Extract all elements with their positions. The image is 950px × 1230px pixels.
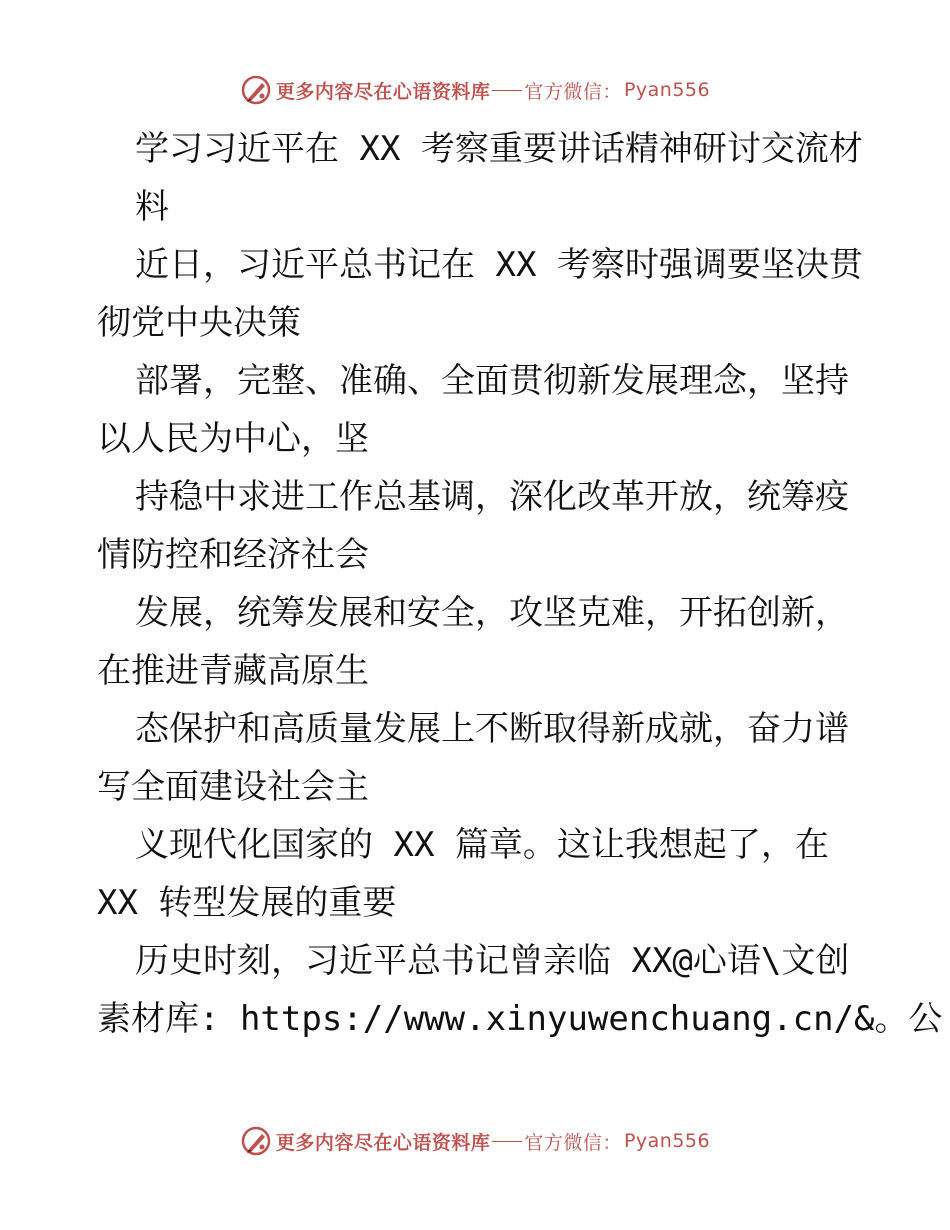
watermark-wechat-id: Pyan556: [623, 1130, 711, 1152]
paragraph-line: 发展，统筹发展和安全，攻坚克难，开拓创新，: [135, 593, 849, 633]
pen-logo-icon: [240, 74, 272, 106]
paragraph-line: 历史时刻，习近平总书记曾亲临 XX@心语\文创: [135, 941, 850, 981]
paragraph-line: 部署，完整、准确、全面贯彻新发展理念，坚持: [135, 361, 849, 401]
paragraph-line: 情防控和经济社会: [97, 535, 369, 575]
watermark-wechat-id: Pyan556: [623, 79, 711, 101]
footer-watermark: [0, 1121, 950, 1161]
paragraph-line: 持稳中求进工作总基调，深化改革开放，统筹疫: [135, 477, 849, 517]
paragraph-line: 义现代化国家的 XX 篇章。这让我想起了，在: [135, 825, 829, 865]
watermark-wechat-label: 官方微信：: [524, 1131, 622, 1154]
paragraph-line: 态保护和高质量发展上不断取得新成就，奋力谱: [135, 709, 849, 749]
paragraph-line: 以人民为中心，坚: [97, 419, 369, 459]
paragraph-line: 在推进青藏高原生: [97, 651, 369, 691]
paragraph-line: XX 转型发展的重要: [97, 883, 397, 923]
watermark-text: 更多内容尽在心语资料库: [275, 80, 491, 103]
title-line-1: 学习习近平在 XX 考察重要讲话精神研讨交流材: [135, 129, 863, 169]
paragraph-line: 素材库: https://www.xinyuwenchuang.cn/&。公: [97, 999, 943, 1039]
watermark-text: 更多内容尽在心语资料库: [275, 1131, 491, 1154]
paragraph-line: 写全面建设社会主: [97, 767, 369, 807]
document-body: [97, 120, 943, 1048]
pen-logo-icon: [240, 1125, 272, 1157]
watermark-wechat-label: 官方微信：: [524, 80, 622, 103]
watermark-dash: [492, 1141, 522, 1142]
header-watermark: [0, 70, 950, 110]
paragraph-line: 彻党中央决策: [97, 303, 301, 343]
title-line-2: 料: [135, 187, 169, 227]
watermark-dash: [492, 90, 522, 91]
paragraph-line: 近日，习近平总书记在 XX 考察时强调要坚决贯: [135, 245, 863, 285]
